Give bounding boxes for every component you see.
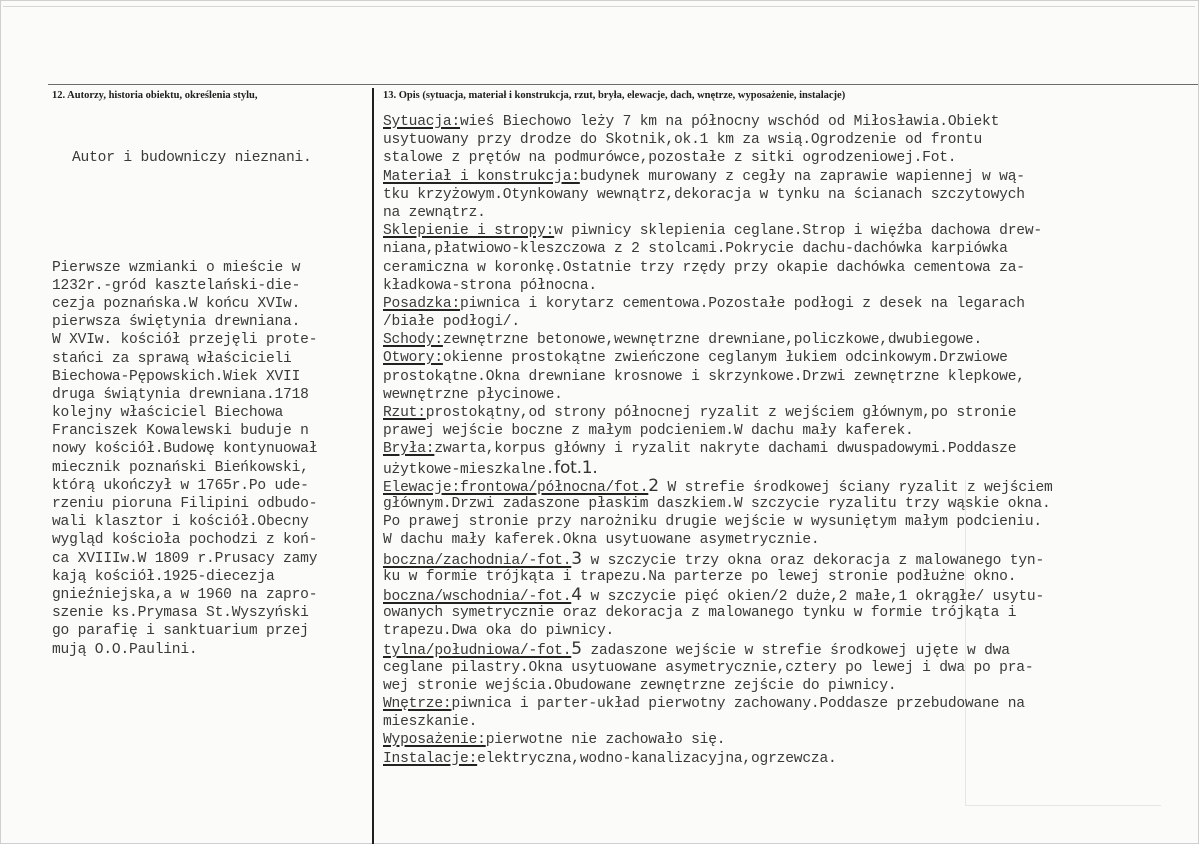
handwritten-photo-number: 5 [571,639,582,660]
description-text: mieszkanie. [383,714,478,731]
history-line: go parafię i sanktuarium przej [52,623,309,640]
handwritten-photo-number: 3 [571,548,582,569]
description-line [383,313,1198,331]
description-line [383,440,1198,458]
description-line [383,750,1198,768]
section-keyword: Wnętrze: [383,696,452,712]
history-line: kają kościół.1925-diecezja [52,568,275,585]
description-text: wej stronie wejścia.Obudowane zewnętrzne zejście do piwnicy. [383,677,897,694]
section-keyword: boczna/wschodnia/-fot. [383,588,572,605]
description-text: zadaszone wejście w strefie środkowej ujęte w dwa [581,643,1010,660]
description-line [383,204,1198,222]
description-text: kładkowa-strona północna. [383,277,597,294]
description-line [383,149,1198,167]
description-line [383,368,1198,386]
description-line [383,277,1198,295]
history-line: druga świątynia drewniana.1718 [52,386,309,403]
description-text: piwnica i parter-układ pierwotny zachowany.Poddasze przebudowane na [451,696,1025,712]
description-text: wewnętrzne płycinowe. [383,386,563,403]
description-line [383,404,1198,422]
description-line [383,622,1198,640]
section-keyword: Elewacje:frontowa/północna/fot. [383,479,649,496]
description-line [383,495,1198,513]
description-line [383,513,1198,531]
section-keyword: Sytuacja: [383,114,461,130]
description-line [383,531,1198,549]
description-text: tku krzyżowym.Otynkowany wewnątrz,dekoracja w tynku na ścianach szczytowych [383,186,1025,203]
section-keyword: Wyposażenie: [383,732,486,749]
description-line [383,113,1198,131]
description-text: zewnętrzne betonowe,wewnętrzne drewniane,policzkowe,dwubiegowe. [442,332,983,349]
description-text: użytkowe-mieszkalne. [383,461,555,478]
description-text: usytuowany przy drodze do Skotnik,ok.1 km za wsią.Ogrodzenie od frontu [383,132,983,149]
description-line [383,386,1198,404]
history-column [52,113,370,677]
section-keyword: Schody: [383,332,443,349]
section-keyword: Materiał i konstrukcja: [383,168,580,185]
description-line [383,240,1198,258]
description-text: Po prawej stronie przy narożniku drugie wejście w wysuniętym małym podcieniu. [383,514,1042,531]
description-text: prawej wejście boczne z małym podcieniem.W dachu mały kaferek. [383,423,914,440]
description-text: na zewnątrz. [383,204,486,221]
history-line: szenie ks.Prymasa St.Wyszyński [52,605,309,622]
description-line [383,568,1198,586]
section-keyword: Posadzka: [383,295,461,312]
description-line [383,640,1198,658]
history-line: wygląd kościoła pochodzi z koń- [52,532,318,549]
description-text: piwnica i korytarz cementowa.Pozostałe podłogi z desek na legarach [460,295,1025,312]
header-rule [48,84,1198,85]
description-text: ku w formie trójkąta i trapezu.Na parterze po lewej stronie podłużne okno. [383,568,1017,585]
description-text: prostokątny,od strony północnej ryzalit z wejściem głównym,po stronie [425,405,1017,421]
history-line: wali klasztor i kościół.Obecny [52,514,309,531]
description-text: owanych symetrycznie oraz dekoracja z malowanego tynku w formie trójkąta i [383,605,1017,622]
description-text: w szczycie trzy okna oraz dekoracja z malowanego tyn- [581,552,1045,569]
history-line: Franciszek Kowalewski buduje n [52,423,309,440]
history-line: miecznik poznański Bieńkowski, [52,459,309,476]
handwritten-photo-number: fot.1. [554,457,598,478]
history-line: W XVIw. kościół przejęli prote- [52,332,318,349]
description-text: głównym.Drzwi zadaszone płaskim daszkiem.W szczycie ryzalitu trzy wąskie okna. [383,495,1051,512]
description-line [383,295,1198,313]
description-line [383,422,1198,440]
description-line [383,186,1198,204]
column-divider [372,88,374,844]
section-keyword: Rzut: [383,405,426,421]
description-text: wieś Biechowo leży 7 km na północny wschód od Miłosławia.Obiekt [460,114,1000,130]
history-line: rzeniu pioruna Filipini odbudo- [52,496,318,513]
description-line [383,259,1198,277]
description-text: budynek murowany z cegły na zaprawie wapiennej w wą- [579,168,1025,185]
description-text: ceglane pilastry.Okna usytuowane asymetrycznie,cztery po lewej i dwa po pra- [383,659,1034,676]
description-line [383,550,1198,568]
description-line [383,659,1198,677]
top-edge-line [3,6,1195,7]
description-line [383,604,1198,622]
section-keyword: tylna/południowa/-fot. [383,643,572,660]
history-line: pierwsza świętynia drewniana. [52,314,301,331]
author-line: Autor i budowniczy nieznani. [72,150,312,167]
history-line: mują O.O.Paulini. [52,641,198,658]
description-text: W strefie środkowej ściany ryzalit z wejściem [658,479,1053,496]
section-keyword: boczna/zachodnia/-fot. [383,552,572,569]
description-line [383,677,1198,695]
description-text: elektryczna,wodno-kanalizacyjna,ogrzewcza. [477,750,837,767]
description-text: pierwotne nie zachowało się. [485,732,726,749]
description-text: /białe podłogi/. [383,314,520,331]
description-line [383,331,1198,349]
section-12-heading: 12. Autorzy, historia obiektu, określenia stylu, [52,90,258,101]
description-line [383,586,1198,604]
history-line: stańci za sprawą właścicieli [52,350,292,367]
description-text: zwarta,korpus główny i ryzalit nakryte dachami dwuspadowymi.Poddasze [434,441,1017,458]
history-line: Pierwsze wzmianki o mieście w [52,259,301,276]
description-text: stalowe z prętów na podmurówce,pozostałe z sitki ogrodzeniowej.Fot. [383,150,957,167]
section-keyword: Sklepienie i stropy: [383,223,555,240]
description-text: trapezu.Dwa oka do piwnicy. [383,623,615,640]
history-line: którą ukończył w 1765r.Po ude- [52,477,309,494]
description-text: w piwnicy sklepienia ceglane.Strop i więźba dachowa drew- [554,223,1042,240]
description-column [383,113,1198,768]
description-line [383,168,1198,186]
description-line [383,131,1198,149]
description-text: W dachu mały kaferek.Okna usytuowane asymetrycznie. [383,532,820,549]
description-text: w szczycie pięć okien/2 duże,2 małe,1 okrągłe/ usytu- [581,588,1045,605]
history-line: Biechowa-Pępowskich.Wiek XVII [52,368,301,385]
history-line: cezja poznańska.W końcu XVIw. [52,295,301,312]
section-keyword: Instalacje: [383,750,478,767]
history-line: 1232r.-gród kasztelański-die- [52,277,301,294]
handwritten-photo-number: 4 [571,584,582,605]
description-line [383,349,1198,367]
description-text: prostokątne.Okna drewniane krosnowe i skrzynkowe.Drzwi zewnętrzne klepkowe, [383,368,1025,385]
description-text: okienne prostokątne zwieńczone ceglanym łukiem odcinkowym.Drzwiowe [442,350,1008,367]
section-13-heading: 13. Opis (sytuacja, materiał i konstrukcja, rzut, bryła, elewacje, dach, wnętrze, wyposażenie, instalacje) [383,90,846,101]
history-line: nowy kościół.Budowę kontynuował [52,441,318,458]
description-line [383,222,1198,240]
description-line [383,713,1198,731]
description-line [383,695,1198,713]
history-line: ca XVIIIw.W 1809 r.Prusacy zamy [52,550,318,567]
history-line: kolejny właściciel Biechowa [52,405,284,422]
handwritten-photo-number: 2 [648,475,659,496]
description-line [383,731,1198,749]
description-text: niana,płatwiowo-kleszczowa z 2 stolcami.Pokrycie dachu-dachówka karpiówka [383,241,1008,258]
description-text: ceramiczna w koronkę.Ostatnie trzy rzędy przy okapie dachówka cementowa za- [383,259,1025,276]
section-keyword: Bryła: [383,441,435,458]
description-line [383,477,1198,495]
history-text [52,259,370,659]
section-keyword: Otwory: [383,350,443,367]
history-line: gnieźniejska,a w 1960 na zapro- [52,586,318,603]
description-line [383,459,1198,477]
